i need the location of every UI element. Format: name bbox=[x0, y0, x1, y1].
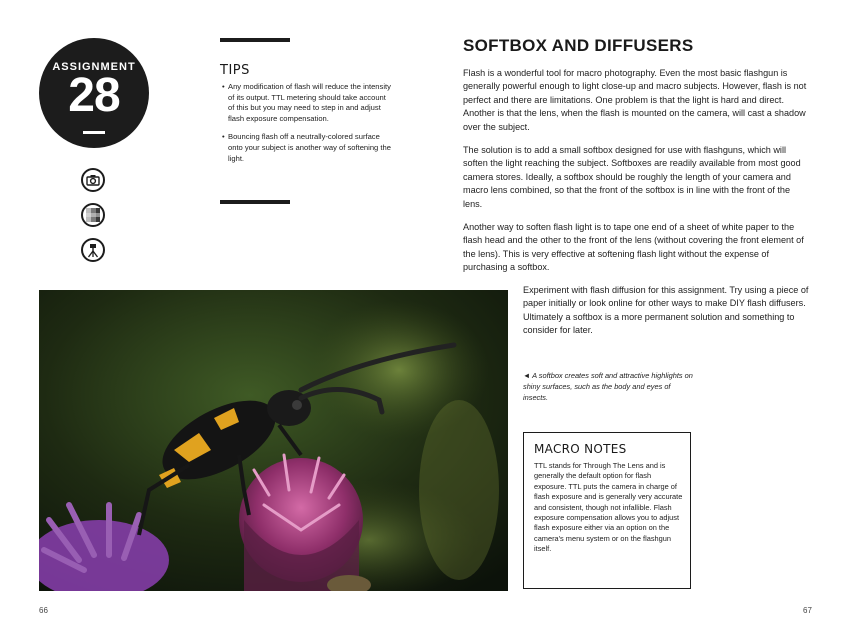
macro-notes-box bbox=[523, 432, 691, 589]
assignment-number: 28 bbox=[68, 69, 120, 122]
photo-caption: ◄ A softbox creates soft and attractive highlights on shiny surfaces, such as the body and eyes of insects. bbox=[523, 371, 693, 402]
tips-bottom-rule bbox=[220, 200, 290, 204]
assignment-badge bbox=[39, 38, 149, 148]
tips-top-rule bbox=[220, 38, 290, 42]
macro-notes-title: MACRO NOTES bbox=[534, 442, 627, 456]
macro-notes-text: TTL stands for Through The Lens and is generally the default option for flash exposure. TTL puts the camera in charge of flash exposure and is generally very accurate and consistent, though not infallible. Flash exposure compensation allows you to adjust flash exposure either via an option on the camera's menu system or on the flashgun itself. bbox=[534, 461, 683, 554]
badge-dash bbox=[83, 131, 105, 134]
tips-list bbox=[222, 82, 392, 172]
article-paragraph: Another way to soften flash light is to tape one end of a sheet of white paper to the flash head and the other to the front of the lens (without covering the front element of the lens). This is very effective at softening flash light without the expense of purchasing a softbox. bbox=[463, 222, 804, 273]
article-heading: SOFTBOX AND DIFFUSERS bbox=[463, 36, 694, 55]
tips-item: • Any modification of flash will reduce the intensity of its output. TTL metering should take account of this but you may need to step in and adjust flash exposure compensation. bbox=[222, 82, 392, 124]
camera-icon bbox=[81, 168, 105, 192]
assignment-label: ASSIGNMENT bbox=[52, 61, 136, 73]
article-paragraph: Experiment with flash diffusion for this assignment. Try using a piece of paper initially or look online for other ways to make DIY flash diffusers. Ultimately a softbox is a more permanent solution and something to consider for later. bbox=[523, 285, 809, 336]
article-paragraph: Flash is a wonderful tool for macro photography. Even the most basic flashgun is generally powerful enough to light close-up and macro subjects. However, flash is not perfect and there are limitations. One problem is that the light is hard and direct. Another is that the lens, when the flash is mounted on the camera, will cast a shadow over the subject. bbox=[463, 68, 807, 132]
page-number-left: 66 bbox=[39, 606, 48, 615]
tips-item: • Bouncing flash off a neutrally-colored surface onto your subject is another way of softening the light. bbox=[222, 132, 392, 164]
beetle-on-thistle-photo bbox=[39, 290, 508, 591]
tripod-icon bbox=[81, 238, 105, 262]
exposure-icon bbox=[81, 203, 105, 227]
page-number-right: 67 bbox=[803, 606, 812, 615]
article-paragraph: The solution is to add a small softbox designed for use with flashguns, which will soften the light reaching the subject. Softboxes are readily available from most good camera stores. Ideally, a softbox should be roughly the length of your camera and macro lens combined, so that the front of the softbox is in line with the front of the lens. bbox=[463, 145, 801, 209]
tips-title: TIPS bbox=[220, 63, 250, 78]
